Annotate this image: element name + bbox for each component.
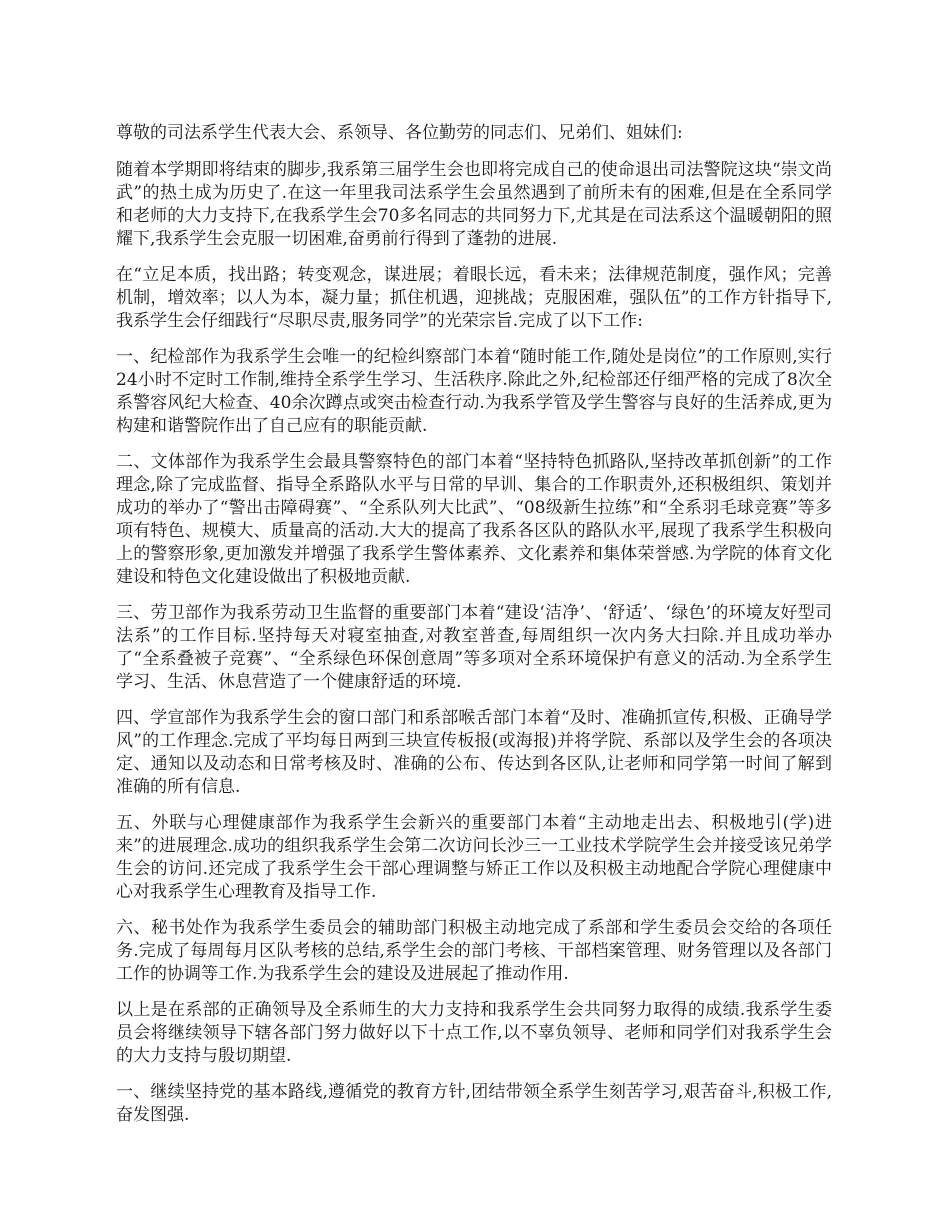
paragraph-labor-dept: 三、劳卫部作为我系劳动卫生监督的重要部门本着“建设‘洁净’、‘舒适’、‘绿色’的环境友好型司法系”的工作目标.坚持每天对寝室抽查,对教室普查,每周组织一次内务大扫除.并且成功举办了“全系叠被子竞赛”、“全系绿色环保创意周”等多项对全系环境保护有意义的活动.为全系学生学习、生活、休息营造了一个健康舒适的环境. bbox=[116, 603, 832, 692]
paragraph-intro: 随着本学期即将结束的脚步,我系第三届学生会也即将完成自己的使命退出司法警院这块“崇文尚武”的热土成为历史了.在这一年里我司法系学生会虽然遇到了前所未有的困难,但是在全系同学和老师的大力支持下,在我系学生会70多名同志的共同努力下,尤其是在司法系这个温暖朝阳的照耀下,我系学生会克服一切困难,奋勇前行得到了蓬勃的进展. bbox=[116, 160, 832, 249]
salutation: 尊敬的司法系学生代表大会、系领导、各位勤劳的同志们、兄弟们、姐妹们: bbox=[116, 123, 683, 143]
paragraph-summary: 以上是在系部的正确领导及全系师生的大力支持和我系学生会共同努力取得的成绩.我系学生委员会将继续领导下辖各部门努力做好以下十点工作,以不辜负领导、老师和同学们对我系学生会的大力支持与殷切期望. bbox=[116, 1000, 832, 1066]
paragraph-plan-1: 一、继续坚持党的基本路线,遵循党的教育方针,团结带领全系学生刻苦学习,艰苦奋斗,积极工作,奋发图强. bbox=[116, 1082, 832, 1125]
paragraph-liaison-dept: 五、外联与心理健康部作为我系学生会新兴的重要部门本着“主动地走出去、积极地引(学)进来”的进展理念.成功的组织我系学生会第二次访问长沙三一工业技术学院学生会并接受该兄弟学生会的访问.还完成了我系学生会干部心理调整与矫正工作以及积极主动地配合学院心理健康中心对我系学生心理教育及指导工作. bbox=[116, 813, 832, 902]
paragraph-secretariat: 六、秘书处作为我系学生委员会的辅助部门积极主动地完成了系部和学生委员会交给的各项任务.完成了每周每月区队考核的总结,系学生会的部门考核、干部档案管理、财务管理以及各部门工作的协调等工作.为我系学生会的建设及进展起了推动作用. bbox=[116, 918, 832, 984]
paragraph-publicity-dept: 四、学宣部作为我系学生会的窗口部门和系部喉舌部门本着“及时、准确抓宣传,积极、正确导学风”的工作理念.完成了平均每日两到三块宣传板报(或海报)并将学院、系部以及学生会的各项决定、通知以及动态和日常考核及时、准确的公布、传达到各区队,让老师和同学第一时间了解到准确的所有信息. bbox=[116, 708, 832, 797]
paragraph-discipline-dept: 一、纪检部作为我系学生会唯一的纪检纠察部门本着“随时能工作,随处是岗位”的工作原则,实行24小时不定时工作制,维持全系学生学习、生活秩序.除此之外,纪检部还仔细严格的完成了8次全系警容风纪大检查、40余次蹲点或突击检查行动.为我系学管及学生警容与良好的生活养成,更为构建和谐警院作出了自己应有的职能贡献. bbox=[116, 347, 832, 436]
paragraph-guideline: 在“立足本质，找出路；转变观念，谋进展；着眼长远，看未来；法律规范制度，强作风；完善机制，增效率；以人为本，凝力量；抓住机遇，迎挑战；克服困难，强队伍”的工作方针指导下,我系学生会仔细践行“尽职尽责,服务同学”的光荣宗旨.完成了以下工作: bbox=[116, 265, 832, 331]
paragraph-sports-dept: 二、文体部作为我系学生会最具警察特色的部门本着“坚持特色抓路队,坚持改革抓创新”的工作理念,除了完成监督、指导全系路队水平与日常的早训、集合的工作职责外,还积极组织、策划并成功的举办了“警出击障碍赛”、“全系队列大比武”、“08级新生拉练”和“全系羽毛球竞赛”等多项有特色、规模大、质量高的活动.大大的提高了我系各区队的路队水平,展现了我系学生积极向上的警察形象,更加激发并增强了我系学生警体素养、文化素养和集体荣誉感.为学院的体育文化建设和特色文化建设做出了积极地贡献. bbox=[116, 452, 832, 587]
